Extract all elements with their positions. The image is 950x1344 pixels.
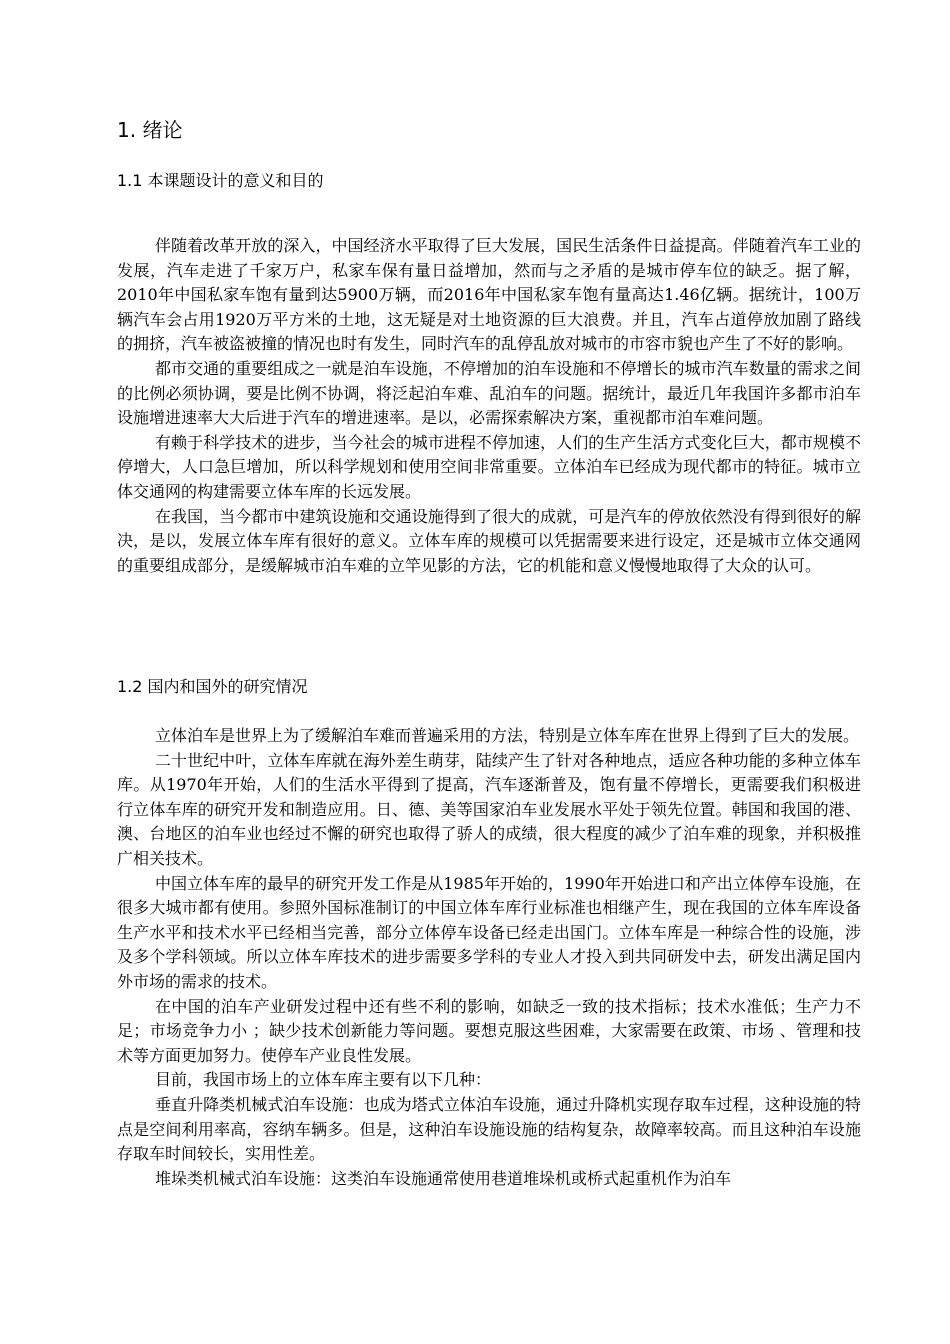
paragraph: 伴随着改革开放的深入，中国经济水平取得了巨大发展，国民生活条件日益提高。伴随着汽车工业的发展，汽车走进了千家万户，私家车保有量日益增加，然而与之矛盾的是城市停车位的缺乏。据了解，2010年中国私家车饱有量到达5900万辆，而2016年中国私家车饱有量高达1.46亿辆。据统计，100万辆汽车会占用1920万平方米的土地，这无疑是对土地资源的巨大浪费。并且，汽车占道停放加剧了路线的拥挤，汽车被盗被撞的情况也时有发生，同时汽车的乱停乱放对城市的市容市貌也产生了不好的影响。 (117, 236, 861, 354)
paragraph: 中国立体车库的最早的研究开发工作是从1985年开始的，1990年开始进口和产出立体停车设施，在很多大城市都有使用。参照外国标准制订的中国立体车库行业标准也相继产生，现在我国的立体车库设备生产水平和技术水平已经相当完善，部分立体停车设备已经走出国门。立体车库是一种综合性的设施，涉及多个学科领域。所以立体车库技术的进步需要多学科的专业人才投入到共同研发中去，研发出满足国内外市场的需求的技术。 (117, 873, 861, 991)
paragraph: 垂直升降类机械式泊车设施：也成为塔式立体泊车设施，通过升降机实现存取车过程，这种设施的特点是空间利用率高，容纳车辆多。但是，这种泊车设施设施的结构复杂，故障率较高。而且这种泊车设施存取车时间较长，实用性差。 (117, 1094, 861, 1164)
section-1-1-body (117, 234, 861, 578)
paragraph: 目前，我国市场上的立体车库主要有以下几种： (155, 1070, 492, 1090)
paragraph: 在中国的泊车产业研发过程中还有些不利的影响，如缺乏一致的技术指标；技术水准低；生产力不足；市场竞争力小 ；缺少技术创新能力等问题。要想克服这些困难，大家需要在政策、市场 、管理和技术等方面更加努力。使停车产业良性发展。 (117, 996, 861, 1065)
paragraph: 都市交通的重要组成之一就是泊车设施，不停增加的泊车设施和不停增长的城市汽车数量的需求之间的比例必须协调，要是比例不协调，将泛起泊车难、乱泊车的问题。据统计，最近几年我国许多都市泊车设施增进速率大大后进于汽车的增进速率。是以，必需探索解决方案，重视都市泊车难问题。 (117, 358, 861, 428)
paragraph: 在我国，当今都市中建筑设施和交通设施得到了很大的成就，可是汽车的停放依然没有得到很好的解决，是以，发展立体车库有很好的意义。立体车库的规模可以凭据需要来进行设定，还是城市立体交通网的重要组成部分，是缓解城市泊车难的立竿见影的方法，它的机能和意义慢慢地取得了大众的认可。 (117, 506, 861, 575)
paragraph: 有赖于科学技术的进步，当今社会的城市进程不停加速，人们的生产生活方式变化巨大，都市规模不停增大，人口急巨增加，所以科学规划和使用空间非常重要。立体泊车已经成为现代都市的特征。城市立体交通网的构建需要立体车库的长远发展。 (117, 432, 861, 501)
paragraph: 堆垛类机械式泊车设施：这类泊车设施通常使用巷道堆垛机或桥式起重机作为泊车 (155, 1168, 732, 1188)
section-1-2-body (117, 724, 861, 1191)
paragraph: 立体泊车是世界上为了缓解泊车难而普遍采用的方法，特别是立体车库在世界上得到了巨大的发展。 (155, 726, 860, 745)
section-title-1-2: 1.2 国内和国外的研究情况 (117, 677, 308, 696)
paragraph: 二十世纪中叶，立体车库就在海外差生萌芽，陆续产生了针对各种地点，适应各种功能的多种立体车库。从1970年开始，人们的生活水平得到了提高，汽车逐渐普及，饱有量不停增长，更需要我们积极进行立体车库的研究开发和制造应用。日、德、美等国家泊车业发展水平处于领先位置。韩国和我国的港、澳、台地区的泊车业也经过不懈的研究也取得了骄人的成绩，很大程度的减少了泊车难的现象，并积极推广相关技术。 (117, 750, 861, 868)
section-title-1-1: 1.1 本课题设计的意义和目的 (117, 171, 324, 190)
chapter-title: 1. 绪论 (117, 118, 183, 142)
